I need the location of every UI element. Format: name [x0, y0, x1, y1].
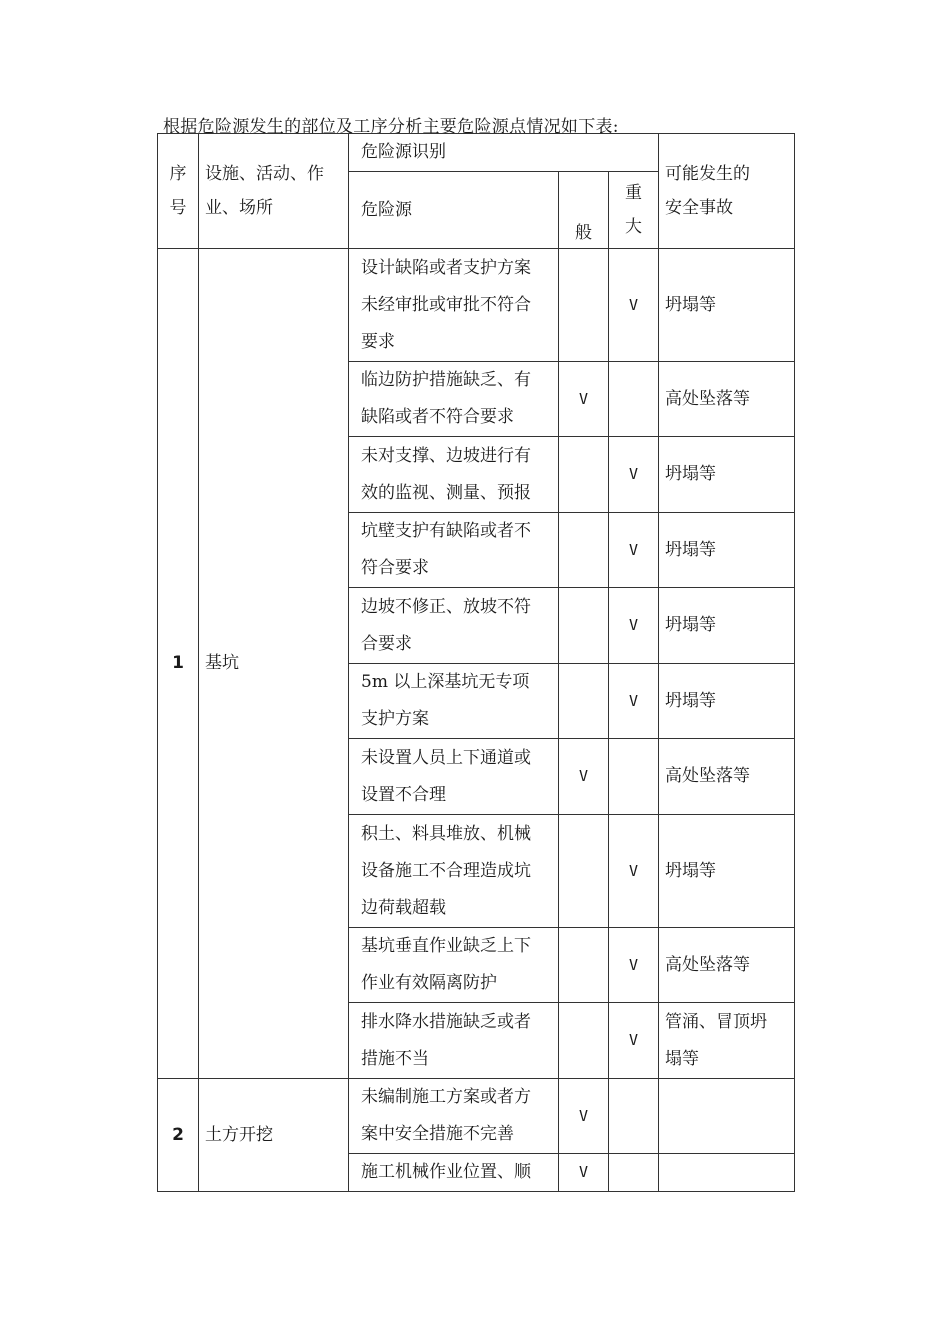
general-mark: V — [559, 1154, 609, 1192]
accident-line: 高处坠落等 — [665, 388, 750, 409]
hazard-line: 未编制施工方案或者方 — [361, 1087, 531, 1107]
hazard-cell — [349, 513, 559, 588]
hazard-cell — [349, 437, 559, 513]
accident-cell — [659, 1079, 795, 1154]
header-hazard: 危险源 — [349, 172, 559, 249]
accident-cell — [659, 362, 795, 437]
hazard-cell — [349, 815, 559, 928]
hazard-line: 未经审批或审批不符合 — [361, 294, 531, 315]
accident-line: 塌等 — [665, 1048, 699, 1069]
major-mark: V — [609, 928, 659, 1003]
accident-cell — [659, 815, 795, 928]
header-row-1 — [158, 134, 795, 172]
accident-cell — [659, 249, 795, 362]
hazard-line: 未设置人员上下通道或 — [361, 747, 531, 768]
major-mark — [609, 362, 659, 437]
hazard-cell — [349, 739, 559, 815]
hazard-table — [157, 133, 795, 1192]
hazard-line: 5m 以上深基坑无专项 — [361, 672, 530, 692]
general-mark — [559, 588, 609, 664]
hazard-line: 作业有效隔离防护 — [361, 973, 497, 993]
header-facility-line: 业、场所 — [205, 198, 273, 218]
hazard-line: 设计缺陷或者支护方案 — [361, 257, 531, 278]
hazard-line: 设置不合理 — [361, 784, 446, 805]
hazard-line: 临边防护措施缺乏、有 — [361, 370, 531, 390]
hazard-line: 符合要求 — [361, 558, 429, 578]
accident-line: 坍塌等 — [665, 294, 716, 315]
hazard-line: 案中安全措施不完善 — [361, 1124, 514, 1144]
accident-cell — [659, 739, 795, 815]
accident-line: 坍塌等 — [665, 615, 716, 635]
hazard-cell — [349, 1003, 559, 1079]
header-major-line: 大 — [625, 217, 642, 237]
group-facility: 土方开挖 — [199, 1079, 349, 1192]
group-facility: 基坑 — [199, 249, 349, 1079]
group-number: 1 — [158, 249, 199, 1079]
general-mark — [559, 1003, 609, 1079]
hazard-cell — [349, 588, 559, 664]
general-mark — [559, 249, 609, 362]
accident-line: 高处坠落等 — [665, 954, 750, 975]
hazard-cell — [349, 664, 559, 739]
hazard-line: 设备施工不合理造成坑 — [361, 860, 531, 881]
major-mark: V — [609, 249, 659, 362]
hazard-line: 基坑垂直作业缺乏上下 — [361, 936, 531, 956]
accident-cell — [659, 513, 795, 588]
hazard-line: 边荷载超载 — [361, 897, 446, 918]
header-major-line: 重 — [625, 183, 642, 203]
general-mark — [559, 664, 609, 739]
header-general: 般 — [559, 172, 609, 249]
major-mark: V — [609, 437, 659, 513]
accident-line: 坍塌等 — [665, 860, 716, 881]
general-mark: V — [559, 1079, 609, 1154]
general-mark — [559, 815, 609, 928]
header-accident — [659, 134, 795, 249]
hazard-cell — [349, 928, 559, 1003]
accident-line: 坍塌等 — [665, 690, 716, 711]
hazard-line: 积土、料具堆放、机械 — [361, 823, 531, 844]
hazard-line: 排水降水措施缺乏或者 — [361, 1011, 531, 1032]
header-identification: 危险源识别 — [349, 134, 659, 172]
accident-line: 坍塌等 — [665, 464, 716, 484]
major-mark — [609, 1154, 659, 1192]
accident-cell — [659, 588, 795, 664]
hazard-cell — [349, 362, 559, 437]
accident-line: 坍塌等 — [665, 539, 716, 560]
hazard-cell — [349, 1079, 559, 1154]
hazard-cell — [349, 1154, 559, 1192]
header-accident-line: 安全事故 — [665, 198, 733, 218]
group-number: 2 — [158, 1079, 199, 1192]
intro-text: 根据危险源发生的部位及工序分析主要危险源点情况如下表: — [163, 117, 619, 137]
header-major — [609, 172, 659, 249]
table-row — [158, 1079, 795, 1154]
hazard-line: 未对支撑、边坡进行有 — [361, 445, 531, 466]
accident-cell — [659, 1003, 795, 1079]
general-mark — [559, 437, 609, 513]
header-facility — [199, 134, 349, 249]
hazard-line: 措施不当 — [361, 1048, 429, 1069]
accident-line: 管涌、冒顶坍 — [665, 1011, 767, 1032]
major-mark — [609, 1079, 659, 1154]
header-no — [158, 134, 199, 249]
major-mark: V — [609, 1003, 659, 1079]
accident-cell — [659, 437, 795, 513]
table-row — [158, 249, 795, 362]
accident-line: 高处坠落等 — [665, 766, 750, 786]
major-mark: V — [609, 664, 659, 739]
major-mark — [609, 739, 659, 815]
hazard-cell — [349, 249, 559, 362]
accident-cell — [659, 928, 795, 1003]
major-mark: V — [609, 588, 659, 664]
header-no-line: 序 — [169, 164, 187, 184]
hazard-line: 施工机械作业位置、顺 — [361, 1162, 531, 1182]
hazard-line: 坑壁支护有缺陷或者不 — [361, 521, 531, 541]
hazard-line: 缺陷或者不符合要求 — [361, 407, 514, 427]
accident-cell — [659, 664, 795, 739]
general-mark — [559, 928, 609, 1003]
major-mark: V — [609, 815, 659, 928]
hazard-line: 支护方案 — [361, 709, 429, 729]
hazard-line: 效的监视、测量、预报 — [361, 482, 531, 503]
header-accident-line: 可能发生的 — [665, 164, 750, 184]
general-mark: V — [559, 362, 609, 437]
accident-cell — [659, 1154, 795, 1192]
hazard-line: 合要求 — [361, 633, 412, 654]
hazard-line: 要求 — [361, 331, 395, 352]
general-mark: V — [559, 739, 609, 815]
major-mark: V — [609, 513, 659, 588]
hazard-line: 边坡不修正、放坡不符 — [361, 596, 531, 617]
header-no-line: 号 — [169, 198, 187, 218]
header-facility-line: 设施、活动、作 — [205, 164, 324, 184]
general-mark — [559, 513, 609, 588]
